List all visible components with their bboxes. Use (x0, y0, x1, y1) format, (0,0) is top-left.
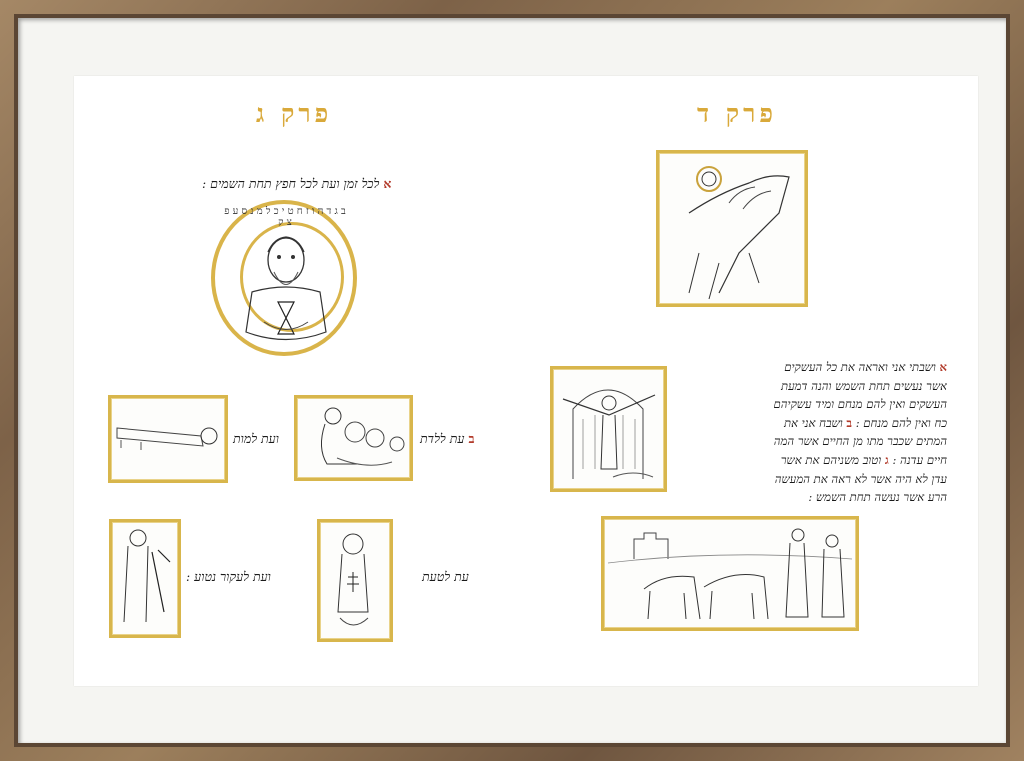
right-heading: פרק ד (697, 99, 777, 128)
birth-illustration (294, 395, 413, 481)
verse-text: לכל זמן ועת לכל חפץ תחת השמים : (202, 176, 380, 191)
verse-text: ועת למות (233, 431, 279, 446)
sun-chariot-horses-illustration (656, 150, 808, 307)
chapter3-verse1 (202, 176, 391, 192)
birth-label (420, 431, 474, 447)
verse-text: ועת לעקור נטוע : (186, 569, 271, 584)
oppressed-man-illustration (550, 366, 667, 492)
verse-text: עת ללדת (420, 431, 465, 446)
bearded-man-hourglass-illustration (234, 222, 338, 362)
uprooting-illustration (109, 519, 181, 638)
chapter4-text (693, 358, 947, 507)
verse-number: ב (468, 431, 475, 446)
verse-text: עת לטעת (422, 569, 469, 584)
text-line-2: אשר נעשים תחת השמש והנה דמעת (781, 378, 947, 393)
verse-number: א (939, 360, 947, 374)
verse-number: ב (846, 415, 853, 430)
text-line-8: הרע אשר נעשה תחת השמש : (808, 490, 947, 505)
halo-letters: ב ג ד ה ו ז ח ט י כ ל מ נ ס ע פ צ ק (224, 206, 346, 226)
verse-number: א (383, 176, 392, 191)
death-label (233, 431, 279, 447)
text-line-3: העשקים ואין להם מנחם ומיד עשקיהם (773, 397, 947, 412)
left-heading: פרק ג (256, 99, 333, 128)
planting-illustration (317, 519, 393, 642)
text-line-1: א ושבתי אני ואראה את כל העשקים (784, 360, 947, 374)
text-line-4: כח ואין להם מנחם : ב ושבח אני את (783, 415, 947, 430)
text-line-7: עדן לא היה אשר לא ראה את המעשה (774, 471, 947, 486)
text-line-6: חיים עדנה : ג וטוב משניהם את אשר (780, 452, 947, 467)
uproot-label (186, 569, 271, 585)
manuscript-sheet (74, 76, 978, 686)
text-line-5: המתים שכבר מתו מן החיים אשר המה (773, 434, 947, 449)
oxen-and-city-illustration (601, 516, 859, 631)
plant-label (422, 569, 469, 585)
death-illustration (108, 395, 228, 483)
verse-number: ג (884, 452, 889, 467)
